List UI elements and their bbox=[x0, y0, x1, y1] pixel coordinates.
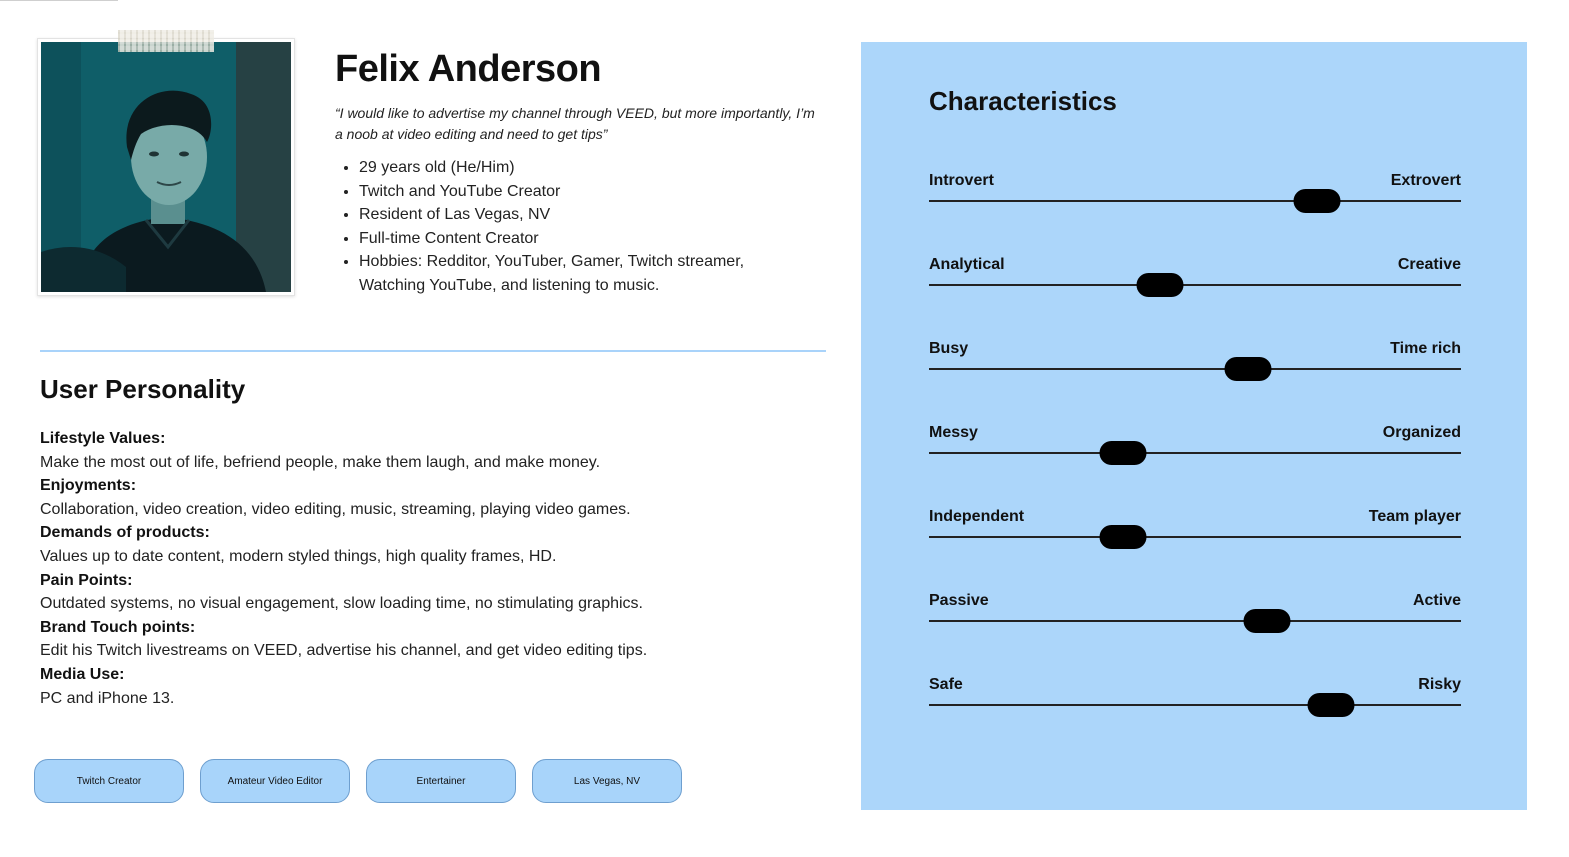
slider-track[interactable] bbox=[929, 620, 1461, 622]
slider-introvert-extrovert bbox=[929, 172, 1461, 232]
slider-knob[interactable] bbox=[1100, 525, 1147, 549]
slider-right-label: Time rich bbox=[1390, 340, 1461, 357]
slider-independent-team-player bbox=[929, 508, 1461, 568]
slider-left-label: Analytical bbox=[929, 256, 1005, 273]
fact-item: • Resident of Las Vegas, NV bbox=[359, 203, 809, 227]
personality-value: Collaboration, video creation, video editing, music, streaming, playing video games. bbox=[40, 500, 631, 518]
personality-title: User Personality bbox=[40, 374, 246, 404]
slider-knob[interactable] bbox=[1100, 441, 1147, 465]
tape-decoration bbox=[118, 30, 214, 52]
slider-knob[interactable] bbox=[1243, 609, 1290, 633]
personality-label: Media Use: bbox=[40, 665, 125, 683]
tag-amateur-video-editor[interactable]: Amateur Video Editor bbox=[200, 759, 350, 803]
slider-busy-time-rich bbox=[929, 340, 1461, 400]
slider-track[interactable] bbox=[929, 452, 1461, 454]
personality-label: Brand Touch points: bbox=[40, 618, 196, 636]
personality-value: Values up to date content, modern styled things, high quality frames, HD. bbox=[40, 547, 557, 565]
slider-track[interactable] bbox=[929, 200, 1461, 202]
fact-item: • 29 years old (He/Him) bbox=[359, 156, 809, 180]
personality-label: Pain Points: bbox=[40, 571, 133, 589]
fact-item: • Twitch and YouTube Creator bbox=[359, 180, 809, 204]
slider-knob[interactable] bbox=[1225, 357, 1272, 381]
personality-label: Enjoyments: bbox=[40, 477, 137, 495]
slider-track[interactable] bbox=[929, 284, 1461, 286]
slider-safe-risky bbox=[929, 676, 1461, 736]
tag-twitch-creator[interactable]: Twitch Creator bbox=[34, 759, 184, 803]
slider-left-label: Messy bbox=[929, 424, 978, 441]
slider-passive-active bbox=[929, 592, 1461, 652]
personality-value: PC and iPhone 13. bbox=[40, 689, 175, 707]
characteristics-panel bbox=[861, 42, 1527, 810]
fact-item: • Full-time Content Creator bbox=[359, 227, 809, 251]
slider-right-label: Active bbox=[1412, 592, 1461, 609]
slider-left-label: Busy bbox=[929, 340, 969, 357]
profile-photo-frame bbox=[37, 38, 295, 296]
slider-messy-organized bbox=[929, 424, 1461, 484]
slider-knob[interactable] bbox=[1294, 189, 1341, 213]
personality-label: Demands of products: bbox=[40, 524, 210, 542]
tag-entertainer[interactable]: Entertainer bbox=[366, 759, 516, 803]
personality-details bbox=[40, 427, 820, 710]
top-edge-line bbox=[0, 0, 118, 1]
slider-right-label: Risky bbox=[1418, 676, 1461, 693]
slider-left-label: Independent bbox=[929, 508, 1025, 525]
slider-right-label: Organized bbox=[1382, 424, 1461, 441]
personality-value: Make the most out of life, befriend people, make them laugh, and make money. bbox=[40, 453, 601, 471]
slider-track[interactable] bbox=[929, 704, 1461, 706]
slider-right-label: Extrovert bbox=[1390, 172, 1461, 189]
tag-las-vegas[interactable]: Las Vegas, NV bbox=[532, 759, 682, 803]
slider-knob[interactable] bbox=[1137, 273, 1184, 297]
characteristics-title: Characteristics bbox=[929, 86, 1117, 116]
slider-right-label: Team player bbox=[1368, 508, 1461, 525]
slider-right-label: Creative bbox=[1397, 256, 1461, 273]
slider-analytical-creative bbox=[929, 256, 1461, 316]
slider-track[interactable] bbox=[929, 368, 1461, 370]
personality-value: Outdated systems, no visual engagement, slow loading time, no stimulating graphics. bbox=[40, 595, 643, 613]
slider-track[interactable] bbox=[929, 536, 1461, 538]
persona-facts-list bbox=[335, 156, 809, 298]
persona-quote: “I would like to advertise my channel through VEED, but more importantly, I’m a noob at video editing and need to get tips” bbox=[335, 105, 815, 142]
profile-photo bbox=[41, 42, 291, 292]
section-divider bbox=[40, 350, 826, 352]
fact-item: • Hobbies: Redditor, YouTuber, Gamer, Twitch streamer, Watching YouTube, and listening to music. bbox=[359, 250, 809, 297]
personality-value: Edit his Twitch livestreams on VEED, advertise his channel, and get video editing tips. bbox=[40, 642, 648, 660]
personality-label: Lifestyle Values: bbox=[40, 430, 166, 447]
persona-name: Felix Anderson bbox=[335, 48, 602, 90]
slider-left-label: Passive bbox=[929, 592, 989, 609]
slider-knob[interactable] bbox=[1307, 693, 1354, 717]
slider-left-label: Safe bbox=[929, 676, 963, 693]
slider-left-label: Introvert bbox=[929, 172, 994, 189]
